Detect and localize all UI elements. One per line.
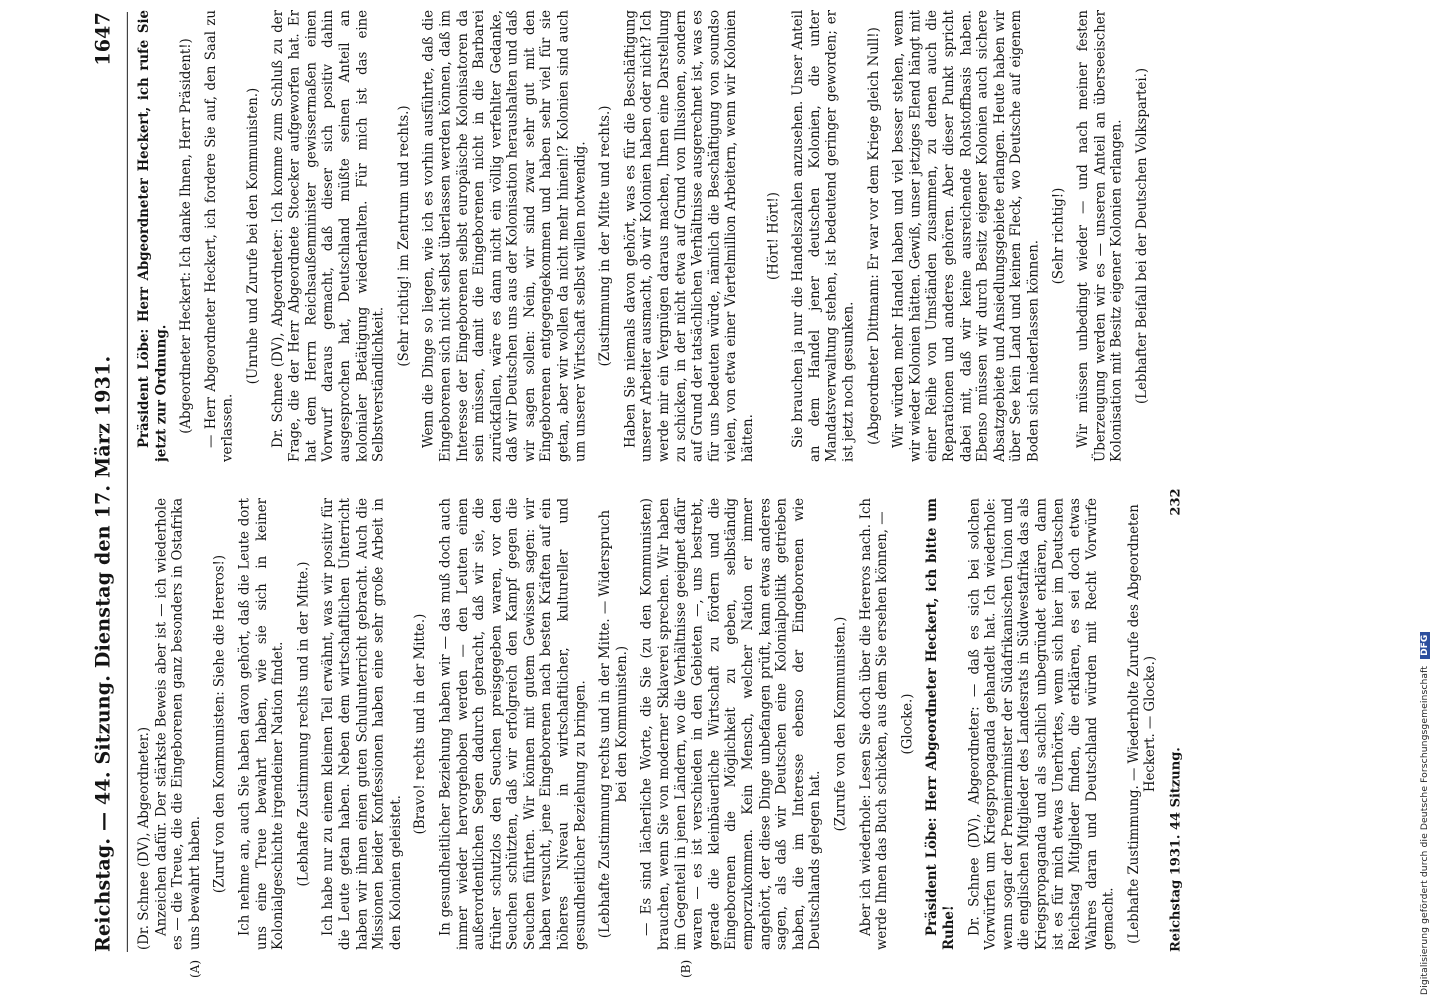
margin-marker-a: (A) bbox=[187, 959, 202, 978]
margin-marker-b: (B) bbox=[679, 959, 694, 978]
page-header bbox=[92, 0, 122, 952]
page-number: 1647 bbox=[92, 12, 115, 66]
dfg-logo: DFG bbox=[1420, 632, 1430, 659]
interjection: (Lebhafte Zustimmung rechts und in der Mitte.) bbox=[296, 561, 312, 887]
header-rule bbox=[127, 12, 128, 952]
footer-sheet-number: 232 bbox=[1168, 488, 1184, 516]
paragraph: Anzeichen dafür. Der stärkste Beweis aber ist — ich wiederhole es — die Treue, die die Eingeborenen ganz besonders in Ostafrika uns bewahrt haben. bbox=[153, 498, 203, 950]
paragraph: Wenn die Dinge so liegen, wie ich es vorhin ausführte, daß die Eingeborenen sich nicht selbst überlassen werden können, daß im Interesse der Eingeborenen selbst europäische Kolonisatoren da sein müssen, damit die Eingeborenen nicht in die Barbarei zurückfallen, wäre es dann nicht ein völlig verfehlter Gedanke, daß wir Deutschen uns aus der Kolonisation heraushalten und daß wir sagen sollen: Nein, wir sind zwar sehr gut mit den Eingeborenen entgegengekommen und haben sehr viel für sie getan, aber wir wollen da nicht mehr hinein!? Kolonien sind auch um unserer Wirtschaft selbst willen notwendig. bbox=[421, 10, 589, 462]
right-column bbox=[137, 10, 1162, 462]
speaker-paragraph: Präsident Löbe: Herr Abgeordneter Heckert, ich bitte um Ruhe! bbox=[924, 498, 958, 950]
paragraph: Wir würden mehr Handel haben und viel besser stehen, wenn wir wieder Kolonien hätten. Gewiß, unser jetziges Elend hängt mit einer Reihe von Umständen zusammen, zu denen auch die Reparationen und anderes gehören. Aber dieser Punkt spricht dabei mit, daß wir keine ausreichende Rohstoffbasis haben. Ebenso müssen wir durch Besitz eigener Kolonien auch sichere Absatzgebiete und Ansiedlungsgebiete erlangen. Heute haben wir über See kein Land und keinen Fleck, wo Deutsche auf eigenem Boden sich niederlassen können. bbox=[891, 10, 1042, 462]
paragraph: Dr. Schnee (DV), Abgeordneter: — daß es sich bei solchen Vorwürfen um Kriegspropaganda gehandelt hat. Ich wiederhole: wenn sogar der Premierminister der Südafrikanischen Union und die englischen Mitglieder des Landesrats in Südwestafrika das als Kriegspropaganda und als sachlich unbegründet erklären, dann ist es für mich etwas Unerhörtes, wenn sich hier im Deutschen Reichstag Mitglieder finden, die erklären, es sei doch etwas Wahres daran und Deutschland würden mit Recht Vorwürfe gemacht. bbox=[966, 498, 1117, 950]
interjection: (Abgeordneter Heckert: Ich danke Ihnen, Herr Präsident!) bbox=[178, 38, 195, 434]
interjection: (Unruhe und Zurufe bei den Kommunisten.) bbox=[245, 87, 261, 385]
paragraph: Haben Sie niemals davon gehört, was es für die Beschäftigung unserer Arbeiter ausmacht, ob wir Kolonien haben oder nicht? Ich werde mir ein Vergnügen daraus machen, Ihnen eine Darstellung zu schicken, in der nicht etwa auf Grund von Illusionen, sondern auf Grund der tatsächlichen Verhältnisse ausgerechnet ist, was es für uns bedeuten würde, nämlich die Beschäftigung von soundso vielen, von etwa einer Viertelmillion Arbeitern, wenn wir Kolonien hätten. bbox=[623, 10, 757, 462]
paragraph: Aber ich wiederhole: Lesen Sie doch über die Hereros nach. Ich werde Ihnen das Buch schicken, aus dem Sie ersehen können, — bbox=[858, 498, 891, 950]
footer-source: Reichstag 1931. 44 Sitzung. bbox=[1168, 747, 1184, 952]
funding-credit bbox=[1419, 632, 1430, 995]
interjection: (Zuruf von den Kommunisten: Siehe die Hereros!) bbox=[212, 554, 228, 894]
paragraph: Wir müssen unbedingt wieder — und nach meiner festen Überzeugung werden wir es — unseren Anteil an überseeischer Kolonisation mit Besitz eigener Kolonien erlangen. bbox=[1075, 10, 1125, 462]
running-head: Reichstag. — 44. Sitzung. Dienstag den 17. März 1931. bbox=[92, 355, 115, 952]
speaker-paragraph: Präsident Löbe: Herr Abgeordneter Heckert, ich rufe Sie jetzt zur Ordnung. bbox=[136, 10, 170, 462]
paragraph: — Herr Abgeordneter Heckert, ich fordere Sie auf, den Saal zu verlassen. bbox=[203, 10, 236, 462]
interjection: (Lebhafter Beifall bei der Deutschen Volkspartei.) bbox=[1134, 67, 1150, 405]
interjection: (Lebhafte Zustimmung rechts und in der Mitte. — Widerspruch bei den Kommunisten.) bbox=[598, 509, 631, 939]
paragraph: In gesundheitlicher Beziehung haben wir — das muß doch auch immer wieder hervorgehoben werden — den Leuten einen außerordentlichen Segen dadurch gebracht, daß wir sie, die früher schutzlos den Seuchen preisgegeben waren, vor den Seuchen schützten, daß wir erfolgreich den Kampf gegen die Seuchen führten. Wir können mit gutem Gewissen sagen: wir haben versucht, jene Eingeborenen nach besten Kräften auf ein höheres Niveau in wirtschaftlicher, kultureller und gesundheitlicher Beziehung zu bringen. bbox=[438, 498, 589, 950]
interjection: (Glocke.) bbox=[900, 693, 916, 755]
interjection: (Abgeordneter Dittmann: Er war vor dem Kriege gleich Null!) bbox=[866, 27, 882, 445]
interjection: (Hört! Hört!) bbox=[765, 192, 782, 280]
left-column bbox=[137, 498, 1162, 950]
paragraph: (Dr. Schnee (DV), Abgeordneter.) bbox=[136, 726, 153, 950]
interjection: (Bravo! rechts und in der Mitte.) bbox=[413, 613, 429, 835]
interjection: (Lebhafte Zustimmung. — Wiederholte Zurufe des Abgeordneten Heckert. — Glocke.) bbox=[1126, 504, 1159, 944]
paragraph: — Es sind lächerliche Worte, die Sie (zu den Kommunisten) brauchen, wenn Sie von moderner Sklaverei sprechen. Wir haben im Gegenteil in jenen Ländern, wo die Verhältnisse geeignet dafür waren — es ist verschieden in den Gebieten —, uns bestrebt, gerade die kleinbäuerliche Wirtschaft zu fördern und die Eingeborenen die Möglichkeit zu geben, selbständig emporzukommen. Kein Mensch, welcher Nation er immer angehört, der diese Dinge unbefangen prüft, kann etwas anderes sagen, als daß wir Deutschen eine Kolonialpolitik getrieben haben, die im Interesse ebenso der Eingeborenen wie Deutschlands gelegen hat. bbox=[639, 498, 824, 950]
interjection: (Sehr richtig! im Zentrum und rechts.) bbox=[396, 105, 412, 367]
interjection: (Zustimmung in der Mitte und rechts.) bbox=[598, 105, 614, 367]
paragraph: Sie brauchen ja nur die Handelszahlen anzusehen. Unser Anteil an dem Handel jener deutschen Kolonien, die unter Mandatsverwaltung stehen, ist bedeutend geringer geworden; er ist jetzt noch gesunken. bbox=[790, 10, 857, 462]
paragraph: Dr. Schnee (DV), Abgeordneter: Ich komme zum Schluß zu der Frage, die der Herr Abgeordnete Stoecker aufgeworfen hat. Er hat dem Herrn Reichsaußenminister gewissermaßen einen Vorwurf daraus gemacht, daß dieser sich positiv dahin ausgesprochen hat, Deutschland müßte seinen Anteil an kolonialer Betätigung wiederhalten. Für mich ist das eine Selbstverständlichkeit. bbox=[270, 10, 387, 462]
interjection: (Sehr richtig!) bbox=[1050, 187, 1067, 285]
credit-text: Digitalisierung gefördert durch die Deutsche Forschungsgemeinschaft bbox=[1419, 665, 1430, 995]
scanned-page bbox=[70, 2, 1410, 1002]
paragraph: Ich habe nur zu einem kleinen Teil erwähnt, was wir positiv für die Leute getan haben. Neben dem wirtschaftlichen Unterricht haben wir ihnen einen guten Schulunterricht gebracht. Auch die Missionen beider Konfessionen haben eine sehr große Arbeit in den Kolonien geleistet. bbox=[321, 498, 404, 950]
interjection: (Zurufe von den Kommunisten.) bbox=[833, 616, 849, 832]
paragraph: Ich nehme an, auch Sie haben davon gehört, daß die Leute dort uns eine Treue bewahrt haben, wie sie sich in keiner Kolonialgeschichte irgendeiner Nation findet. bbox=[237, 498, 287, 950]
